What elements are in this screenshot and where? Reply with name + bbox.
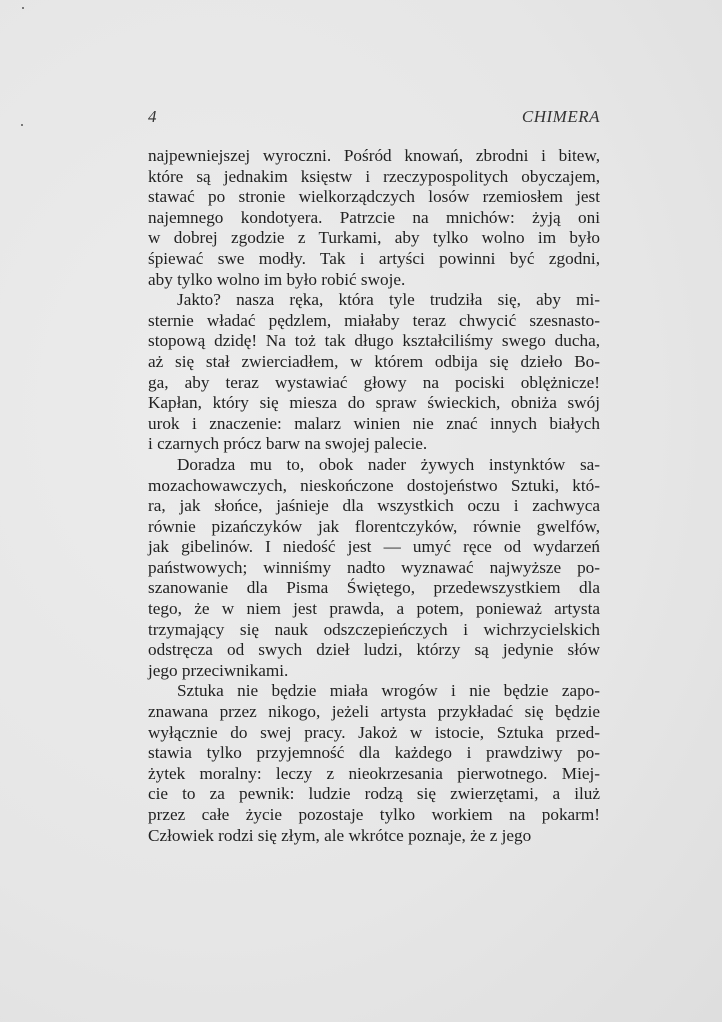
- text-line: stawać po stronie wielkorządczych losów rzemiosłem jest: [148, 187, 600, 207]
- text-line: ga, aby teraz wystawiać głowy na pociski oblężnicze!: [148, 372, 600, 392]
- text-line: wyłącznie do swej pracy. Jakoż w istocie, Sztuka przed-: [148, 722, 600, 742]
- text-line: w dobrej zgodzie z Turkami, aby tylko wolno im było: [148, 228, 600, 248]
- paper-speck: [22, 7, 24, 9]
- text-line: jak gibelinów. I niedość jest — umyć ręce od wydarzeń: [148, 537, 600, 557]
- paragraph: [148, 146, 600, 290]
- text-line: stopową dzidę! Na toż tak długo kształciliśmy swego ducha,: [148, 331, 600, 351]
- text-line: urok i znaczenie: malarz winien nie znać innych białych: [148, 413, 600, 433]
- paper-speck: [21, 124, 23, 126]
- text-line: które są jednakim księstw i rzeczypospolitych obyczajem,: [148, 166, 600, 186]
- text-line: jego przeciwnikami.: [148, 660, 289, 680]
- text-line: Człowiek rodzi się złym, ale wkrótce poznaje, że z jego: [148, 825, 532, 845]
- text-line: najemnego kondotyera. Patrzcie na mnichów: żyją oni: [148, 207, 600, 227]
- text-line: ra, jak słońce, jaśnieje dla wszystkich oczu i zachwyca: [148, 496, 600, 516]
- text-line: aż się stał zwierciadłem, w którem odbija się dzieło Bo-: [148, 351, 600, 371]
- text-line: przez całe życie pozostaje tylko workiem na pokarm!: [148, 805, 600, 824]
- text-line: równie pizańczyków jak florentczyków, równie gwelfów,: [148, 516, 600, 536]
- running-header: [148, 107, 600, 129]
- text-line: Kapłan, który się miesza do spraw świeckich, obniża swój: [148, 393, 600, 413]
- text-line: Jakto? nasza ręka, która tyle trudziła się, aby mi-: [177, 290, 600, 310]
- body-text: [148, 146, 600, 846]
- paragraph: [148, 681, 600, 846]
- text-line: tego, że w niem jest prawda, a potem, ponieważ artysta: [148, 599, 600, 619]
- text-line: najpewniejszej wyroczni. Pośród knowań, zbrodni i bitew,: [148, 146, 600, 165]
- text-line: szanowanie dla Pisma Świętego, przedewszystkiem dla: [148, 578, 600, 598]
- text-line: stawia tylko przyjemność dla każdego i prawdziwy po-: [148, 743, 600, 763]
- text-line: państwowych; winniśmy nadto wyznawać najwyższe po-: [148, 557, 600, 577]
- text-line: śpiewać swe modły. Tak i artyści powinni być zgodni,: [148, 248, 600, 268]
- text-line: sternie władać pędzlem, miałaby teraz chwycić szesnasto-: [148, 310, 600, 330]
- text-line: trzymający się nauk odszczepieńczych i wichrzycielskich: [148, 619, 600, 639]
- text-line: żytek moralny: leczy z nieokrzesania pierwotnego. Miej-: [148, 763, 600, 783]
- text-line: Doradza mu to, obok nader żywych instynktów sa-: [177, 454, 600, 474]
- text-line: Sztuka nie będzie miała wrogów i nie będzie zapo-: [177, 681, 600, 701]
- text-line: odstręcza od swych dzieł ludzi, którzy są jedynie słów: [148, 640, 600, 660]
- text-line: i czarnych prócz barw na swojej palecie.: [148, 434, 428, 454]
- page-number: 4: [148, 107, 157, 126]
- text-line: cie to za pewnik: ludzie rodzą się zwierzętami, a iluż: [148, 784, 600, 804]
- running-title: CHIMERA: [521, 107, 600, 126]
- text-line: mozachowawczych, nieskończone dostojeństwo Sztuki, któ-: [148, 475, 600, 495]
- text-line: aby tylko wolno im było robić swoje.: [148, 269, 406, 289]
- paragraph: [148, 290, 600, 455]
- paragraph: [148, 455, 600, 682]
- text-line: znawana przez nikogo, jeżeli artysta przykładać się będzie: [148, 702, 600, 722]
